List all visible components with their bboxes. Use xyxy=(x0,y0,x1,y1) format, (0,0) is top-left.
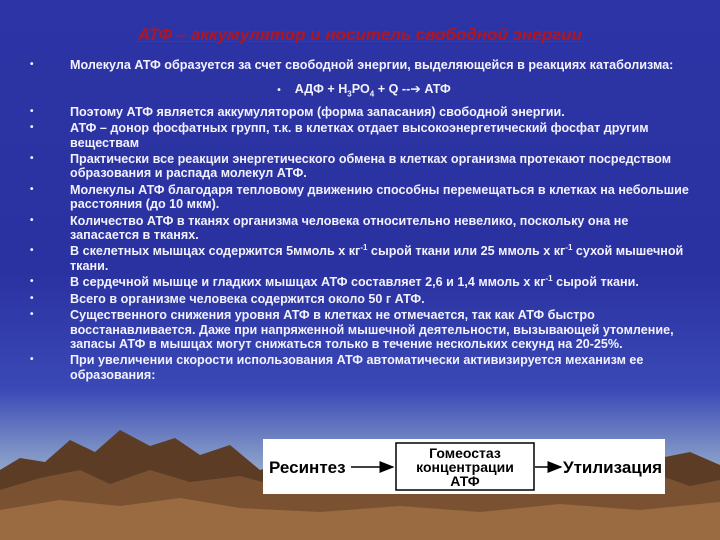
bullet-list xyxy=(30,58,698,384)
diagram-canvas xyxy=(263,439,665,494)
arrow-right-icon: ➔ xyxy=(410,82,421,97)
bullet-icon: • xyxy=(30,245,34,257)
bullet-icon: • xyxy=(30,292,34,304)
bullet-icon: • xyxy=(30,309,34,321)
list-item: • Существенного снижения уровня АТФ в клетках не отмечается, так как АТФ быстро восстанавливается. Даже при напряженной мышечной деятельности, вызывающей утомление, запасы АТФ в мышцах могут снижаться только в течение нескольких секунд на 20-25%. xyxy=(30,308,674,351)
list-item: • В сердечной мышце и гладких мышцах АТФ составляет 2,6 и 1,4 ммоль х $кг^{-1}$ сырой ткани. xyxy=(30,274,639,290)
bullet-icon: • xyxy=(277,85,281,97)
resynthesis-label: Ресинтез xyxy=(269,458,346,477)
bullet-icon: • xyxy=(30,59,34,70)
homeostasis-line2: концентрации xyxy=(416,459,514,475)
list-item: • Практически все реакции энергетического обмена в клетках организма протекают посредством образования и распада молекул АТФ. xyxy=(30,152,672,181)
bullet-icon: • xyxy=(30,214,34,226)
slide-title: АТФ – аккумулятор и носитель свободной энергии xyxy=(138,25,582,44)
bullet-icon: • xyxy=(30,122,34,134)
bullet-icon: • xyxy=(30,153,34,165)
list-item: • АТФ – донор фосфатных групп, т.к. в клетках отдает высокоэнергетический фосфат другим веществам xyxy=(30,121,649,150)
bullet-icon: • xyxy=(30,183,34,195)
list-item: • Молекулы АТФ благодаря тепловому движению способны перемещаться в клетках на небольшие расстояния (до 10 мкм). xyxy=(30,182,689,212)
list-item: • Молекула АТФ образуется за счет свободной энергии, выделяющейся в реакциях катаболизма: xyxy=(30,58,674,72)
list-item: • В скелетных мышцах содержится 5ммоль х $кг^{-1}$ сырой ткани или 25 ммоль х $кг^{-1}$ сухой мышечной ткани. xyxy=(30,243,684,273)
list-item: • Всего в организме человека содержится около 50 г АТФ. xyxy=(30,291,425,306)
list-item: • При увеличении скорости использования АТФ автоматически активизируется механизм ее образования: xyxy=(30,353,644,382)
bullet-icon: • xyxy=(30,354,34,366)
atp-homeostasis-diagram xyxy=(263,439,665,494)
bullet-icon: • xyxy=(30,105,34,117)
list-item: • Количество АТФ в тканях организма человека относительно невелико, поскольку она не запасается в тканях. xyxy=(30,213,629,243)
homeostasis-line3: АТФ xyxy=(450,473,480,489)
list-item: • Поэтому АТФ является аккумулятором (форма запасания) свободной энергии. xyxy=(30,104,565,119)
homeostasis-line1: Гомеостаз xyxy=(429,445,501,461)
utilization-label: Утилизация xyxy=(563,458,663,477)
equation-item: • АДФ + $Н_3РО_4 + Q$ --➔ АТФ xyxy=(277,82,451,99)
bullet-icon: • xyxy=(30,276,34,288)
